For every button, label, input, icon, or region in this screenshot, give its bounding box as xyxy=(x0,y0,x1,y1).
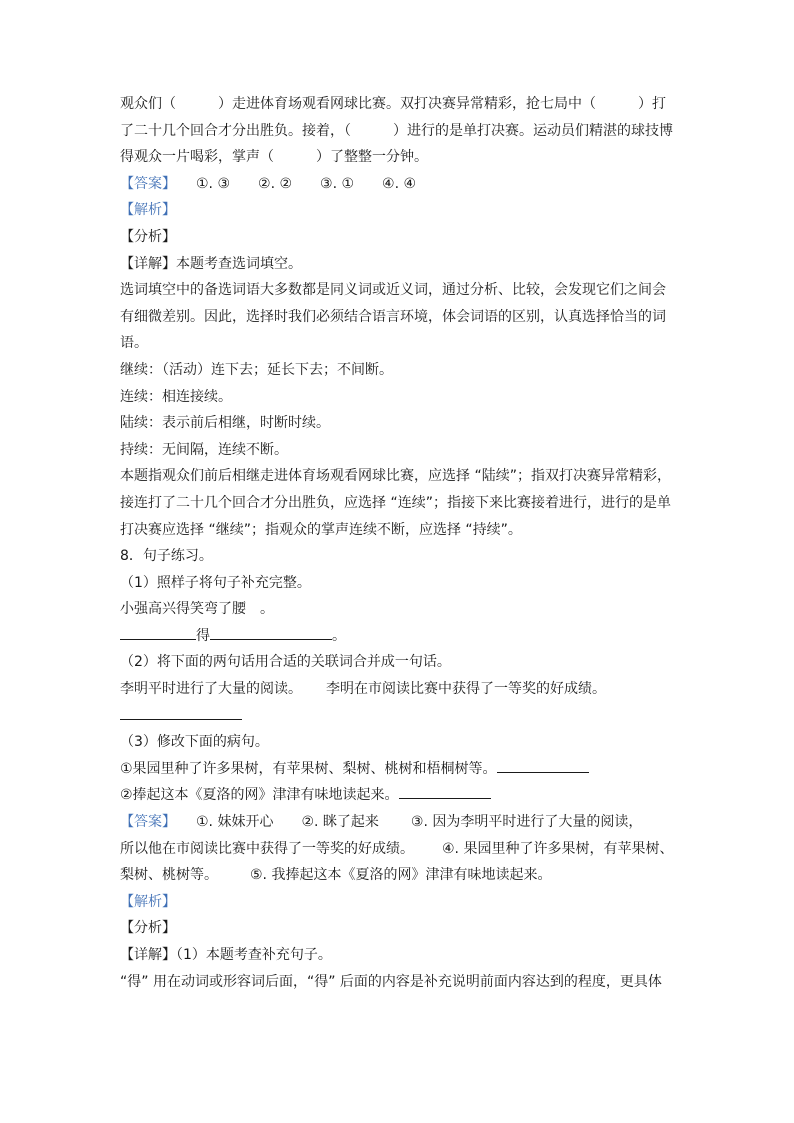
answer-item: ④. ④ xyxy=(382,175,417,192)
sentence-b: 李明在市阅读比赛中获得了一等奖的好成绩。 xyxy=(326,681,606,698)
detail-label: 【详解】 xyxy=(120,255,176,272)
analysis-label: 【解析】 xyxy=(120,202,176,219)
body-line: 本题指观众们前后相继走进体育场观看网球比赛，应选择 “陆续”；指双打决赛异常精彩， xyxy=(120,468,671,485)
q8-answer-line-3 xyxy=(120,862,676,889)
sentence-a: 李明平时进行了大量的阅读。 xyxy=(120,681,302,698)
answer-item: ④. 果园里种了许多果树，有苹果树、 xyxy=(442,840,674,857)
answer-item: ②. 眯了起来 xyxy=(301,814,379,831)
fill-blank[interactable] xyxy=(120,624,196,640)
answer-item: 所以他在市阅读比赛中获得了一等奖的好成绩。 xyxy=(120,840,414,857)
sick-sentence-2: ②捧起这本《夏洛的网》津津有味地读起来。 xyxy=(120,787,399,804)
body-line: 有细微差别。因此，选择时我们必须结合语言环境，体会词语的区别，认真选择恰当的词 xyxy=(120,308,666,325)
fill-end: 。 xyxy=(332,627,346,644)
fenxi-label: 【分析】 xyxy=(120,920,176,937)
body-line: 打决赛应选择 “继续”；指观众的掌声连续不断，应选择 “持续”。 xyxy=(120,521,522,538)
body-line: 选词填空中的备选词语大多数都是同义词或近义词，通过分析、比较，会发现它们之间会 xyxy=(120,282,666,299)
q8-part3: （3）修改下面的病句。 xyxy=(120,734,269,751)
answer-item: ②. ② xyxy=(258,175,293,192)
sick-sentence-1: ①果园里种了许多果树，有苹果树、梨树、桃树和梧桐树等。 xyxy=(120,760,497,777)
q7-answer-line xyxy=(120,171,676,198)
answer-item: ①. ③ xyxy=(196,175,231,192)
answer-item: ①. 妹妹开心 xyxy=(196,814,274,831)
q8-sick1-line xyxy=(120,756,676,783)
body-line: 持续：无间隔，连续不断。 xyxy=(120,441,288,458)
detail-lead: （1）本题考查补充句子。 xyxy=(176,947,332,963)
body-line: “得” 用在动词或形容词后面，“得” 后面的内容是补充说明前面内容达到的程度，更具体 xyxy=(120,973,662,990)
fill-de: 得 xyxy=(196,627,210,644)
analysis-label: 【解析】 xyxy=(120,893,176,910)
answer-item: ⑤. 我捧起这本《夏洛的网》津津有味地读起来。 xyxy=(250,867,552,884)
body-line: 语。 xyxy=(120,335,148,352)
detail-lead: 本题考查选词填空。 xyxy=(176,255,302,272)
q8-sick2-line xyxy=(120,782,676,809)
document-page xyxy=(120,91,676,995)
detail-line xyxy=(120,251,676,278)
fill-blank[interactable] xyxy=(210,624,332,640)
example-period: 。 xyxy=(260,601,274,618)
detail-label: 【详解】 xyxy=(120,947,176,963)
fill-blank[interactable] xyxy=(399,783,491,799)
detail-line xyxy=(120,942,676,969)
q7-text-line-1: 观众们（ ）走进体育场观看网球比赛。双打决赛异常精彩，抢七局中（ ）打 xyxy=(120,96,666,112)
q7-text-line-3: 得观众一片喝彩，掌声（ ）了整整一分钟。 xyxy=(120,149,428,166)
body-line: 接连打了二十几个回合才分出胜负，应选择 “连续”；指接下来比赛接着进行，进行的是单 xyxy=(120,494,671,511)
answer-item: ③. ① xyxy=(320,175,355,192)
q8-sentences-line xyxy=(120,676,676,703)
fill-blank[interactable] xyxy=(497,757,589,773)
q8-combine-blank-line xyxy=(120,703,676,730)
q8-example-line xyxy=(120,596,676,623)
q8-part1: （1）照样子将句子补充完整。 xyxy=(120,574,311,591)
example-sentence: 小强高兴得笑弯了腰 xyxy=(120,601,246,618)
body-line: 继续：（活动）连下去；延长下去；不间断。 xyxy=(120,361,393,378)
answer-label: 【答案】 xyxy=(120,814,176,831)
q8-title: 8．句子练习。 xyxy=(120,548,213,565)
answer-item: 梨树、桃树等。 xyxy=(120,867,218,884)
fill-blank[interactable] xyxy=(120,704,242,720)
body-line: 连续：相连接续。 xyxy=(120,388,232,405)
q8-part2: （2）将下面的两句话用合适的关联词合并成一句话。 xyxy=(120,654,451,671)
fenxi-label: 【分析】 xyxy=(120,228,176,245)
q8-answer-line-1 xyxy=(120,809,676,836)
body-line: 陆续：表示前后相继，时断时续。 xyxy=(120,415,330,432)
q7-text-line-2: 了二十几个回合才分出胜负。接着，（ ）进行的是单打决赛。运动员们精湛的球技博 xyxy=(120,122,673,139)
answer-item: ③. 因为李明平时进行了大量的阅读， xyxy=(410,814,643,831)
q8-fill-line xyxy=(120,623,676,650)
answer-label: 【答案】 xyxy=(120,175,176,192)
q8-answer-line-2 xyxy=(120,836,676,863)
